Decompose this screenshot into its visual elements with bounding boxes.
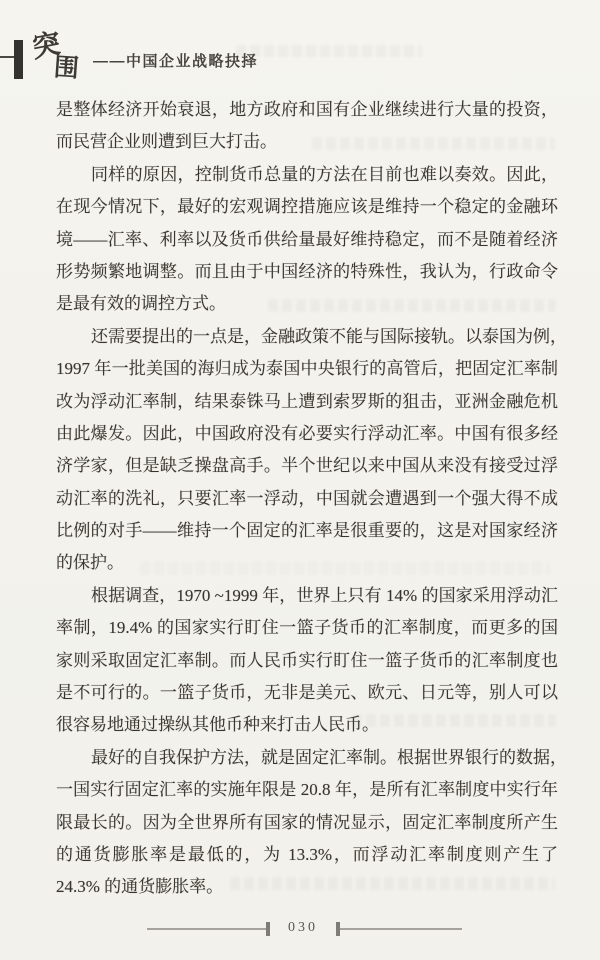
book-logo — [28, 22, 90, 88]
text-line: 同样的原因，控制货币总量的方法在目前也难以奏效。因此， — [91, 164, 558, 184]
text-line: 率制，19.4% 的国家实行盯住一篮子货币的汇率制度，而更多的国 — [56, 618, 558, 638]
footer-rule-right — [340, 928, 462, 930]
text-line: 是整体经济开始衰退，地方政府和国有企业继续进行大量的投资， — [56, 100, 558, 119]
ink-bleed-artifact — [236, 45, 422, 57]
ink-bleed-artifact — [268, 299, 556, 312]
ink-bleed-artifact — [230, 877, 555, 890]
body-text — [56, 94, 567, 904]
text-line: 最好的自我保护方法，就是固定汇率制。根据世界银行的数据， — [91, 747, 567, 767]
text-line: 一国实行固定汇率的实施年限是 20.8 年，是所有汇率制度中实行年 — [56, 780, 558, 800]
text-line: 在现今情况下，最好的宏观调控措施应该是维持一个稳定的金融环 — [56, 197, 558, 217]
ink-bleed-artifact — [312, 137, 555, 150]
logo-char-wei: 围 — [52, 54, 80, 83]
text-line: 而民营企业则遭到巨大打击。 — [56, 132, 277, 152]
text-line: 还需要提出的一点是，金融政策不能与国际接轨。以泰国为例， — [91, 326, 567, 346]
text-line: 家则采取固定汇率制。而人民币实行盯住一篮子货币的汇率制度也 — [56, 650, 558, 670]
series-title: ——中国企业战略抉择 — [93, 53, 259, 70]
text-line: 的通货膨胀率是最低的，为 13.3%，而浮动汇率制度则产生了 — [56, 844, 558, 864]
header-bar-icon — [14, 40, 23, 79]
text-line: 动汇率的洗礼，只要汇率一浮动，中国就会遭遇到一个强大得不成 — [56, 488, 558, 508]
logo-char-tu: 突 — [30, 28, 62, 65]
text-line: 是不可行的。一篮子货币，无非是美元、欧元、日元等，别人可以 — [56, 683, 558, 703]
text-line: 限最长的。因为全世界所有国家的情况显示，固定汇率制度所产生 — [56, 812, 558, 832]
footer-rule-left — [147, 928, 266, 930]
page-header — [0, 0, 600, 96]
text-line: 很容易地通过操纵其他币种来打击人民币。 — [56, 715, 379, 735]
header-rule-left — [0, 56, 14, 58]
text-line: 比例的对手——维持一个固定的汇率是很重要的，这是对国家经济 — [56, 521, 558, 541]
text-line: 是最有效的调控方式。 — [56, 294, 226, 314]
text-line: 境——汇率、利率以及货币供给量最好维持稳定，而不是随着经济 — [56, 229, 558, 249]
page-number: 030 — [288, 920, 318, 935]
page-footer — [0, 916, 600, 946]
text-line: 的保护。 — [56, 553, 124, 573]
ink-bleed-artifact — [140, 562, 550, 575]
text-line: 济学家，但是缺乏操盘高手。半个世纪以来中国从来没有接受过浮 — [56, 456, 558, 476]
text-line: 由此爆发。因此，中国政府没有必要实行浮动汇率。中国有很多经 — [56, 423, 558, 443]
text-line: 1997 年一批美国的海归成为泰国中央银行的高管后，把固定汇率制 — [56, 359, 558, 379]
text-line: 形势频繁地调整。而且由于中国经济的特殊性，我认为，行政命令 — [56, 261, 558, 281]
text-line: 改为浮动汇率制，结果泰铢马上遭到索罗斯的狙击，亚洲金融危机 — [56, 391, 558, 411]
text-line: 24.3% 的通货膨胀率。 — [56, 877, 224, 897]
ink-bleed-artifact — [352, 714, 556, 727]
text-line: 根据调查，1970 ~1999 年，世界上只有 14% 的国家采用浮动汇 — [91, 585, 558, 605]
